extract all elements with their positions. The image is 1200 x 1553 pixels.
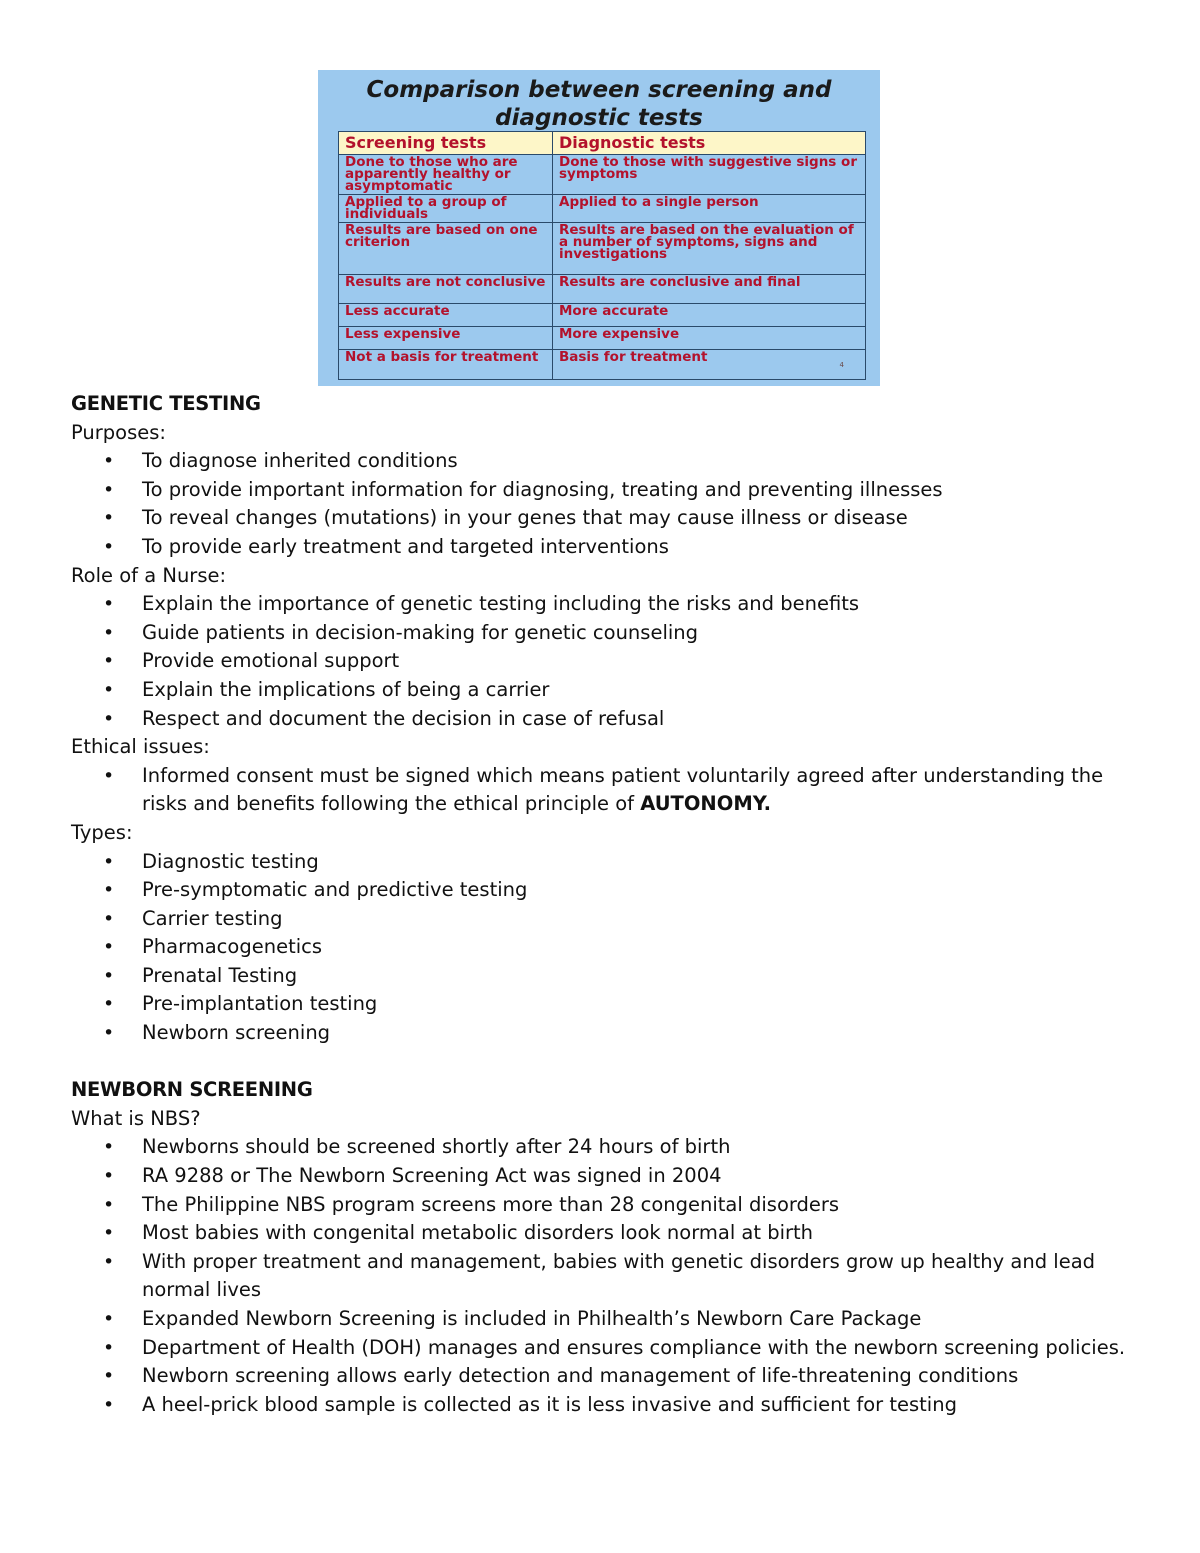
newborn-list xyxy=(71,1133,1141,1419)
types-label: Types: xyxy=(71,820,133,844)
list-item: • To diagnose inherited conditions xyxy=(71,447,1141,476)
ethical-text: Informed consent must be signed which means patient voluntarily agreed after understanding the risks and benefits following the ethical principle of xyxy=(142,763,1104,816)
table-row xyxy=(339,327,866,350)
table-row xyxy=(339,195,866,223)
slide-title xyxy=(318,76,880,132)
autonomy-term: AUTONOMY. xyxy=(640,792,772,816)
screening-cell: Applied to a group of individuals xyxy=(339,195,553,223)
list-item: • A heel-prick blood sample is collected as it is less invasive and sufficient for testing xyxy=(71,1391,1141,1420)
list-item: • With proper treatment and management, babies with genetic disorders grow up healthy and lead normal lives xyxy=(71,1248,1141,1305)
nbs-question: What is NBS? xyxy=(71,1106,201,1130)
screening-cell: Less expensive xyxy=(339,327,553,350)
table-row xyxy=(339,223,866,275)
diagnostic-cell: Applied to a single person xyxy=(553,195,866,223)
purposes-list xyxy=(71,447,1141,561)
list-item: • Explain the importance of genetic testing including the risks and benefits xyxy=(71,590,1141,619)
list-item: • Carrier testing xyxy=(71,905,1141,934)
list-item: • Most babies with congenital metabolic disorders look normal at birth xyxy=(71,1219,1141,1248)
table-row xyxy=(339,350,866,380)
list-item: • Newborns should be screened shortly after 24 hours of birth xyxy=(71,1133,1141,1162)
roles-list xyxy=(71,590,1141,733)
list-item: • Expanded Newborn Screening is included in Philhealth’s Newborn Care Package xyxy=(71,1305,1141,1334)
types-list xyxy=(71,848,1141,1048)
list-item: • To provide early treatment and targeted interventions xyxy=(71,533,1141,562)
ethical-list xyxy=(71,762,1141,819)
role-label: Role of a Nurse: xyxy=(71,563,227,587)
purposes-label: Purposes: xyxy=(71,420,166,444)
list-item: • Department of Health (DOH) manages and ensures compliance with the newborn screening policies. xyxy=(71,1334,1141,1363)
list-item: • Respect and document the decision in case of refusal xyxy=(71,705,1141,734)
list-item: • Explain the implications of being a carrier xyxy=(71,676,1141,705)
diagnostic-cell: More accurate xyxy=(553,304,866,327)
diagnostic-cell: Done to those with suggestive signs or symptoms xyxy=(553,155,866,195)
list-item: • Diagnostic testing xyxy=(71,848,1141,877)
genetic-testing-heading: GENETIC TESTING xyxy=(71,392,261,415)
screening-cell: Done to those who are apparently healthy or asymptomatic xyxy=(339,155,553,195)
list-item: • Newborn screening allows early detection and management of life-threatening conditions xyxy=(71,1362,1141,1391)
diagnostic-cell: Results are based on the evaluation of a number of symptoms, signs and investigations xyxy=(553,223,866,275)
diagnostic-cell: Results are conclusive and final xyxy=(553,275,866,304)
diagnostic-cell: Basis for treatment xyxy=(553,350,866,380)
section-spacer xyxy=(71,1048,1141,1077)
list-item: • Newborn screening xyxy=(71,1019,1141,1048)
document-body xyxy=(71,390,1141,1419)
screening-cell: Less accurate xyxy=(339,304,553,327)
screening-cell: Not a basis for treatment xyxy=(339,350,553,380)
screening-cell: Results are not conclusive xyxy=(339,275,553,304)
slide-page-number: 4 xyxy=(839,361,844,369)
header-screening: Screening tests xyxy=(339,132,553,155)
screening-cell: Results are based on one criterion xyxy=(339,223,553,275)
comparison-table xyxy=(338,131,866,380)
slide-title-line-1: Comparison between screening and xyxy=(366,77,832,103)
list-item xyxy=(71,762,1141,819)
newborn-screening-heading: NEWBORN SCREENING xyxy=(71,1078,313,1102)
header-diagnostic: Diagnostic tests xyxy=(553,132,866,155)
list-item: • Pre-implantation testing xyxy=(71,990,1141,1019)
list-item: • RA 9288 or The Newborn Screening Act was signed in 2004 xyxy=(71,1162,1141,1191)
comparison-header-row xyxy=(339,132,866,155)
table-row xyxy=(339,155,866,195)
list-item: • Pre-symptomatic and predictive testing xyxy=(71,876,1141,905)
list-item: • To reveal changes (mutations) in your genes that may cause illness or disease xyxy=(71,504,1141,533)
diagnostic-cell: More expensive xyxy=(553,327,866,350)
list-item: • Pharmacogenetics xyxy=(71,933,1141,962)
list-item: • Provide emotional support xyxy=(71,647,1141,676)
list-item: • Prenatal Testing xyxy=(71,962,1141,991)
list-item: • The Philippine NBS program screens more than 28 congenital disorders xyxy=(71,1191,1141,1220)
comparison-slide-image xyxy=(318,70,880,386)
list-item: • To provide important information for diagnosing, treating and preventing illnesses xyxy=(71,476,1141,505)
list-item: • Guide patients in decision-making for genetic counseling xyxy=(71,619,1141,648)
slide-title-line-2: diagnostic tests xyxy=(495,105,703,131)
ethical-label: Ethical issues: xyxy=(71,735,210,759)
table-row xyxy=(339,304,866,327)
table-row xyxy=(339,275,866,304)
